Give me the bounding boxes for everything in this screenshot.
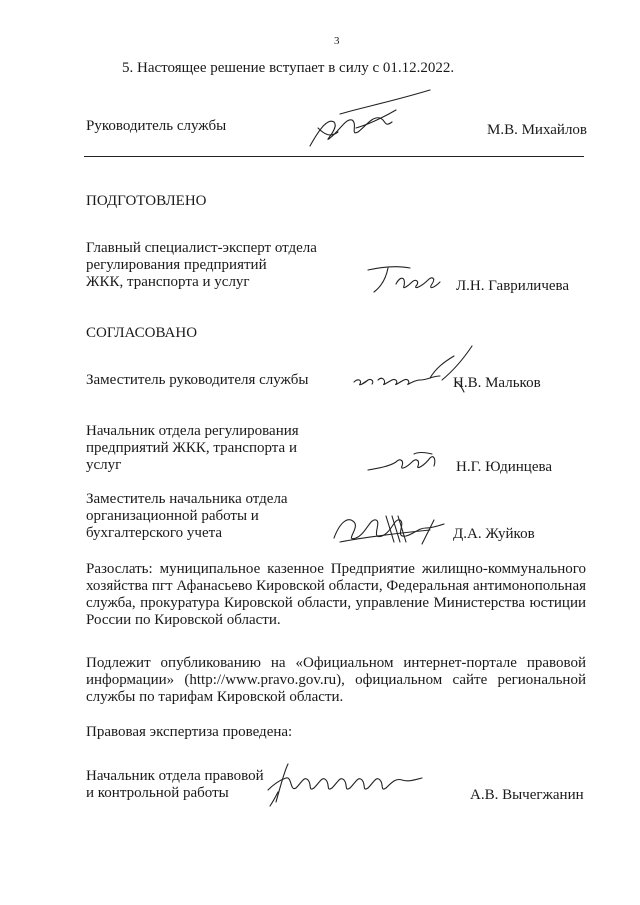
agreed-signer-3-position-line-2: организационной работы и [86, 508, 259, 524]
prepared-position-line-2: регулирования предприятий [86, 257, 267, 273]
legal-signer-signature [262, 762, 432, 812]
agreed-heading: СОГЛАСОВАНО [86, 325, 198, 341]
prepared-signature [366, 262, 456, 302]
agreed-signer-2-position-line-3: услуг [86, 457, 122, 473]
agreed-signer-1-name: Н.В. Мальков [453, 375, 541, 391]
agreed-signer-3-name: Д.А. Жуйков [453, 526, 535, 542]
head-position: Руководитель службы [86, 118, 227, 134]
legal-signer-position-line-1: Начальник отдела правовой [86, 768, 264, 784]
agreed-signer-2-name: Н.Г. Юдинцева [456, 459, 553, 475]
prepared-name: Л.Н. Гавриличева [456, 278, 570, 294]
agreed-signer-2-signature [366, 448, 456, 478]
distribution-list: Разослать: муниципальное казенное Предприятие жилищно-коммунального хозяйства пгт Афанасьево Кировской области, Федеральная антимонопольная служба, прокуратура Кировской области, управление Министерства юстиции России по Кировской области. [86, 561, 586, 628]
separator-line [84, 156, 584, 157]
page-number: 3 [334, 35, 340, 47]
prepared-position-line-3: ЖКК, транспорта и услуг [86, 274, 250, 290]
head-name: М.В. Михайлов [487, 122, 588, 138]
prepared-heading: ПОДГОТОВЛЕНО [86, 193, 207, 209]
legal-signer-position-line-2: и контрольной работы [86, 785, 229, 801]
publication-note: Подлежит опубликованию на «Официальном интернет-портале правовой информации» (http://www.pravo.gov.ru), официальном сайте региональной службы по тарифам Кировской области. [86, 655, 586, 705]
agreed-signer-2-position-line-1: Начальник отдела регулирования [86, 423, 299, 439]
agreed-signer-1-position: Заместитель руководителя службы [86, 372, 309, 388]
clause-5: 5. Настоящее решение вступает в силу с 01.12.2022. [122, 60, 455, 76]
legal-signer-name: А.В. Вычегжанин [470, 787, 584, 803]
legal-review-note: Правовая экспертиза проведена: [86, 724, 293, 740]
head-signature [300, 88, 440, 158]
agreed-signer-3-position-line-1: Заместитель начальника отдела [86, 491, 288, 507]
prepared-position-line-1: Главный специалист-эксперт отдела [86, 240, 317, 256]
agreed-signer-3-signature [330, 508, 450, 553]
agreed-signer-3-position-line-3: бухгалтерского учета [86, 525, 223, 541]
agreed-signer-2-position-line-2: предприятий ЖКК, транспорта и [86, 440, 297, 456]
